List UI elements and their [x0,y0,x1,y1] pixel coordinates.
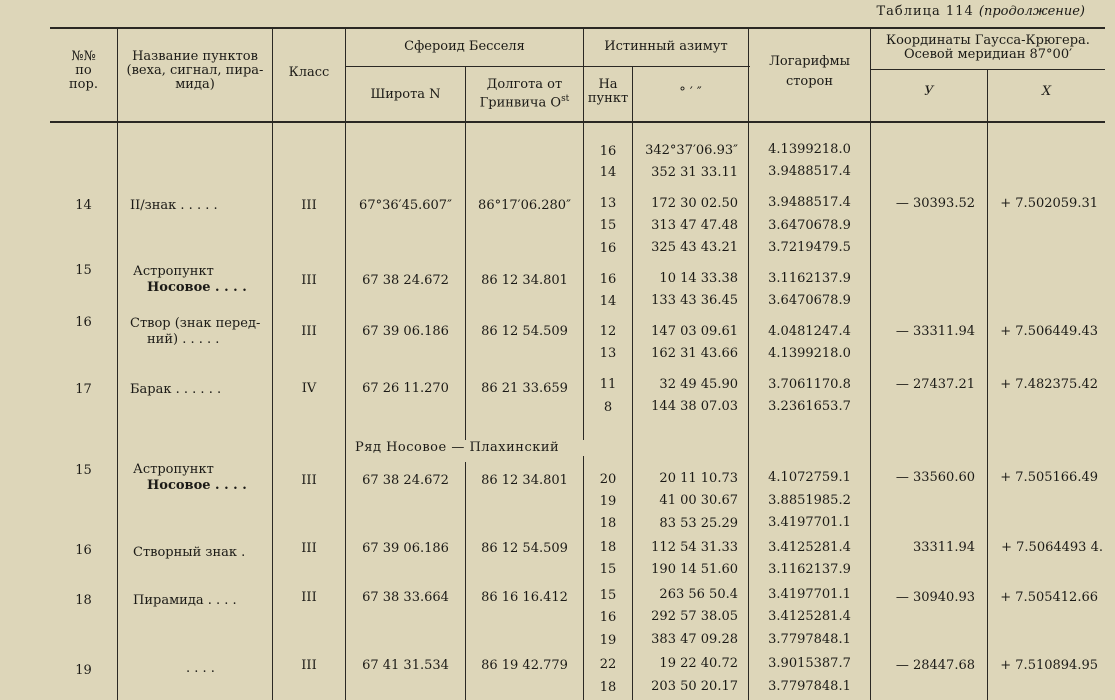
station-y: — 27437.21 [895,377,975,392]
azimuth-point: 19 [599,633,617,648]
station-latitude: 67 39 06.186 [362,541,449,556]
azimuth-point: 22 [599,657,617,672]
side-logarithm: 3.9488517.4 [768,164,851,179]
azimuth-point: 15 [599,588,617,603]
spheroid-rule [345,66,750,67]
side-logarithm: 3.9015387.7 [768,656,851,671]
station-x: + 7.505166.49 [1000,470,1098,485]
azimuth-point: 20 [599,472,617,487]
azimuth-point: 16 [599,610,617,625]
azimuth-angle: 20 11 10.73 [659,471,738,486]
station-y: — 33560.60 [895,470,975,485]
azimuth-angle: 41 00 30.67 [659,493,738,508]
station-class: III [301,198,317,213]
station-longitude: 86 12 54.509 [481,541,568,556]
header-class: Класс [288,65,330,80]
station-class: III [301,658,317,673]
station-number: 16 [75,315,92,330]
side-logarithm: 3.7797848.1 [768,632,851,647]
station-latitude: 67 38 33.664 [362,590,449,605]
header-number: №№ по пор. [69,49,98,92]
azimuth-point: 16 [599,272,617,287]
station-y: — 30393.52 [895,196,975,211]
azimuth-angle: 147 03 09.61 [651,324,738,339]
station-latitude: 67 38 24.672 [362,473,449,488]
station-longitude: 86 12 54.509 [481,324,568,339]
header-azimuth: Истинный азимут [604,39,728,54]
station-class: III [301,324,317,339]
station-x: + 7.505412.66 [1000,590,1098,605]
station-longitude: 86 12 34.801 [481,473,568,488]
azimuth-point: 12 [599,324,617,339]
station-longitude: 86°17′06.280″ [478,198,571,213]
station-y: — 30940.93 [895,590,975,605]
azimuth-point: 18 [599,516,617,531]
station-number: 19 [75,663,92,678]
station-y: 33311.94 [912,540,975,555]
side-logarithm: 3.7797848.1 [768,679,851,694]
header-x: X [1041,84,1052,99]
station-longitude: 86 12 34.801 [481,273,568,288]
header-top-rule [50,27,1105,29]
side-logarithm: 3.6470678.9 [768,218,851,233]
station-class: IV [301,381,317,396]
azimuth-angle: 190 14 51.60 [651,562,738,577]
station-x: + 7.502059.31 [1000,196,1098,211]
side-logarithm: 3.8851985.2 [768,493,851,508]
azimuth-angle: 10 14 33.38 [659,271,738,286]
header-latitude: Широта N [370,87,441,102]
station-latitude: 67 38 24.672 [362,273,449,288]
azimuth-point: 19 [599,494,617,509]
side-logarithm: 4.0481247.4 [768,324,851,339]
station-longitude: 86 19 42.779 [481,658,568,673]
station-number: 17 [75,382,92,397]
side-logarithm: 3.7061170.8 [768,377,851,392]
azimuth-angle: 172 30 02.50 [651,196,738,211]
header-to-point: На пункт [587,77,629,106]
azimuth-angle: 32 49 45.90 [659,377,738,392]
azimuth-angle: 263 56 50.4 [659,587,738,602]
station-name: Барак . . . . . . [130,382,222,397]
station-x: + 7.5064493 4. [1001,540,1103,555]
station-number: 16 [75,543,92,558]
station-longitude: 86 21 33.659 [481,381,568,396]
azimuth-point: 14 [599,165,617,180]
station-latitude: 67 26 11.270 [362,381,449,396]
azimuth-point: 18 [599,540,617,555]
header-spheroid: Сфероид Бесселя [404,39,525,54]
station-name: II/знак . . . . . [130,198,218,213]
azimuth-point: 16 [599,241,617,256]
azimuth-angle: 144 38 07.03 [651,399,738,414]
table-caption [877,4,1085,19]
station-class: III [301,473,317,488]
azimuth-angle: 342°37′06.93″ [645,143,738,158]
station-latitude: 67°36′45.607″ [359,198,452,213]
azimuth-point: 13 [599,346,617,361]
header-angle-units: ° ′ ″ [679,85,702,100]
caption-table-number: Таблица 114 [876,4,974,19]
station-name: Астропункт [133,264,214,279]
station-y: — 33311.94 [895,324,975,339]
header-logarithms: Логарифмы сторон [769,54,850,89]
side-logarithm: 3.4125281.4 [768,540,851,555]
header-bottom-rule [50,121,1105,123]
azimuth-angle: 383 47 09.28 [651,632,738,647]
station-x: + 7.506449.43 [1000,324,1098,339]
station-class: III [301,541,317,556]
station-class: III [301,273,317,288]
col-rule-1 [117,27,118,700]
caption-continuation: (продолжение) [978,4,1085,19]
azimuth-point: 15 [599,562,617,577]
station-name-line2: Носовое . . . . [147,280,247,295]
azimuth-angle: 352 31 33.11 [651,165,738,180]
azimuth-angle: 313 47 47.48 [651,218,738,233]
side-logarithm: 4.1072759.1 [768,470,851,485]
station-name: Пирамида . . . . [133,593,237,608]
azimuth-angle: 203 50 20.17 [651,679,738,694]
azimuth-angle: 112 54 31.33 [651,540,738,555]
side-logarithm: 3.9488517.4 [768,195,851,210]
station-x: + 7.482375.42 [1000,377,1098,392]
azimuth-point: 15 [599,218,617,233]
side-logarithm: 3.2361653.7 [768,399,851,414]
azimuth-angle: 292 57 38.05 [651,609,738,624]
azimuth-point: 13 [599,196,617,211]
station-y: — 28447.68 [895,658,975,673]
azimuth-point: 8 [603,400,613,415]
azimuth-point: 16 [599,144,617,159]
station-x: + 7.510894.95 [1000,658,1098,673]
side-logarithm: 3.4197701.1 [768,515,851,530]
header-y: У [924,84,934,99]
side-logarithm: 3.6470678.9 [768,293,851,308]
azimuth-angle: 19 22 40.72 [659,656,738,671]
station-number: 14 [75,198,92,213]
station-name-line2: Носовое . . . . [147,478,247,493]
side-logarithm: 3.1162137.9 [768,562,851,577]
side-logarithm: 4.1399218.0 [768,346,851,361]
station-name: . . . . [186,661,215,676]
side-logarithm: 3.4125281.4 [768,609,851,624]
station-name-line2: ний) . . . . . [147,332,220,347]
header-longitude: Долгота от Гринвича $O^{st}$ [479,77,570,111]
station-class: III [301,590,317,605]
side-logarithm: 3.4197701.1 [768,587,851,602]
side-logarithm: 3.1162137.9 [768,271,851,286]
station-number: 15 [75,263,92,278]
azimuth-angle: 133 43 36.45 [651,293,738,308]
section-title: Ряд Носовое — Плахинский [355,440,585,456]
station-name: Астропункт [133,462,214,477]
header-coordinates: Координаты Гаусса-Крюгера. Осевой меридиан 87°00′ [886,33,1090,62]
station-number: 15 [75,463,92,478]
station-name: Створный знак . [133,545,246,560]
azimuth-angle: 325 43 43.21 [651,240,738,255]
station-latitude: 67 39 06.186 [362,324,449,339]
header-name: Название пунктов (веха, сигнал, пира- мида) [126,49,264,92]
station-latitude: 67 41 31.534 [362,658,449,673]
azimuth-angle: 83 53 25.29 [659,516,738,531]
azimuth-angle: 162 31 43.66 [651,346,738,361]
station-name: Створ (знак перед- [130,316,261,331]
side-logarithm: 3.7219479.5 [768,240,851,255]
azimuth-point: 11 [599,377,617,392]
azimuth-point: 18 [599,680,617,695]
azimuth-point: 14 [599,294,617,309]
station-longitude: 86 16 16.412 [481,590,568,605]
side-logarithm: 4.1399218.0 [768,142,851,157]
station-number: 18 [75,593,92,608]
